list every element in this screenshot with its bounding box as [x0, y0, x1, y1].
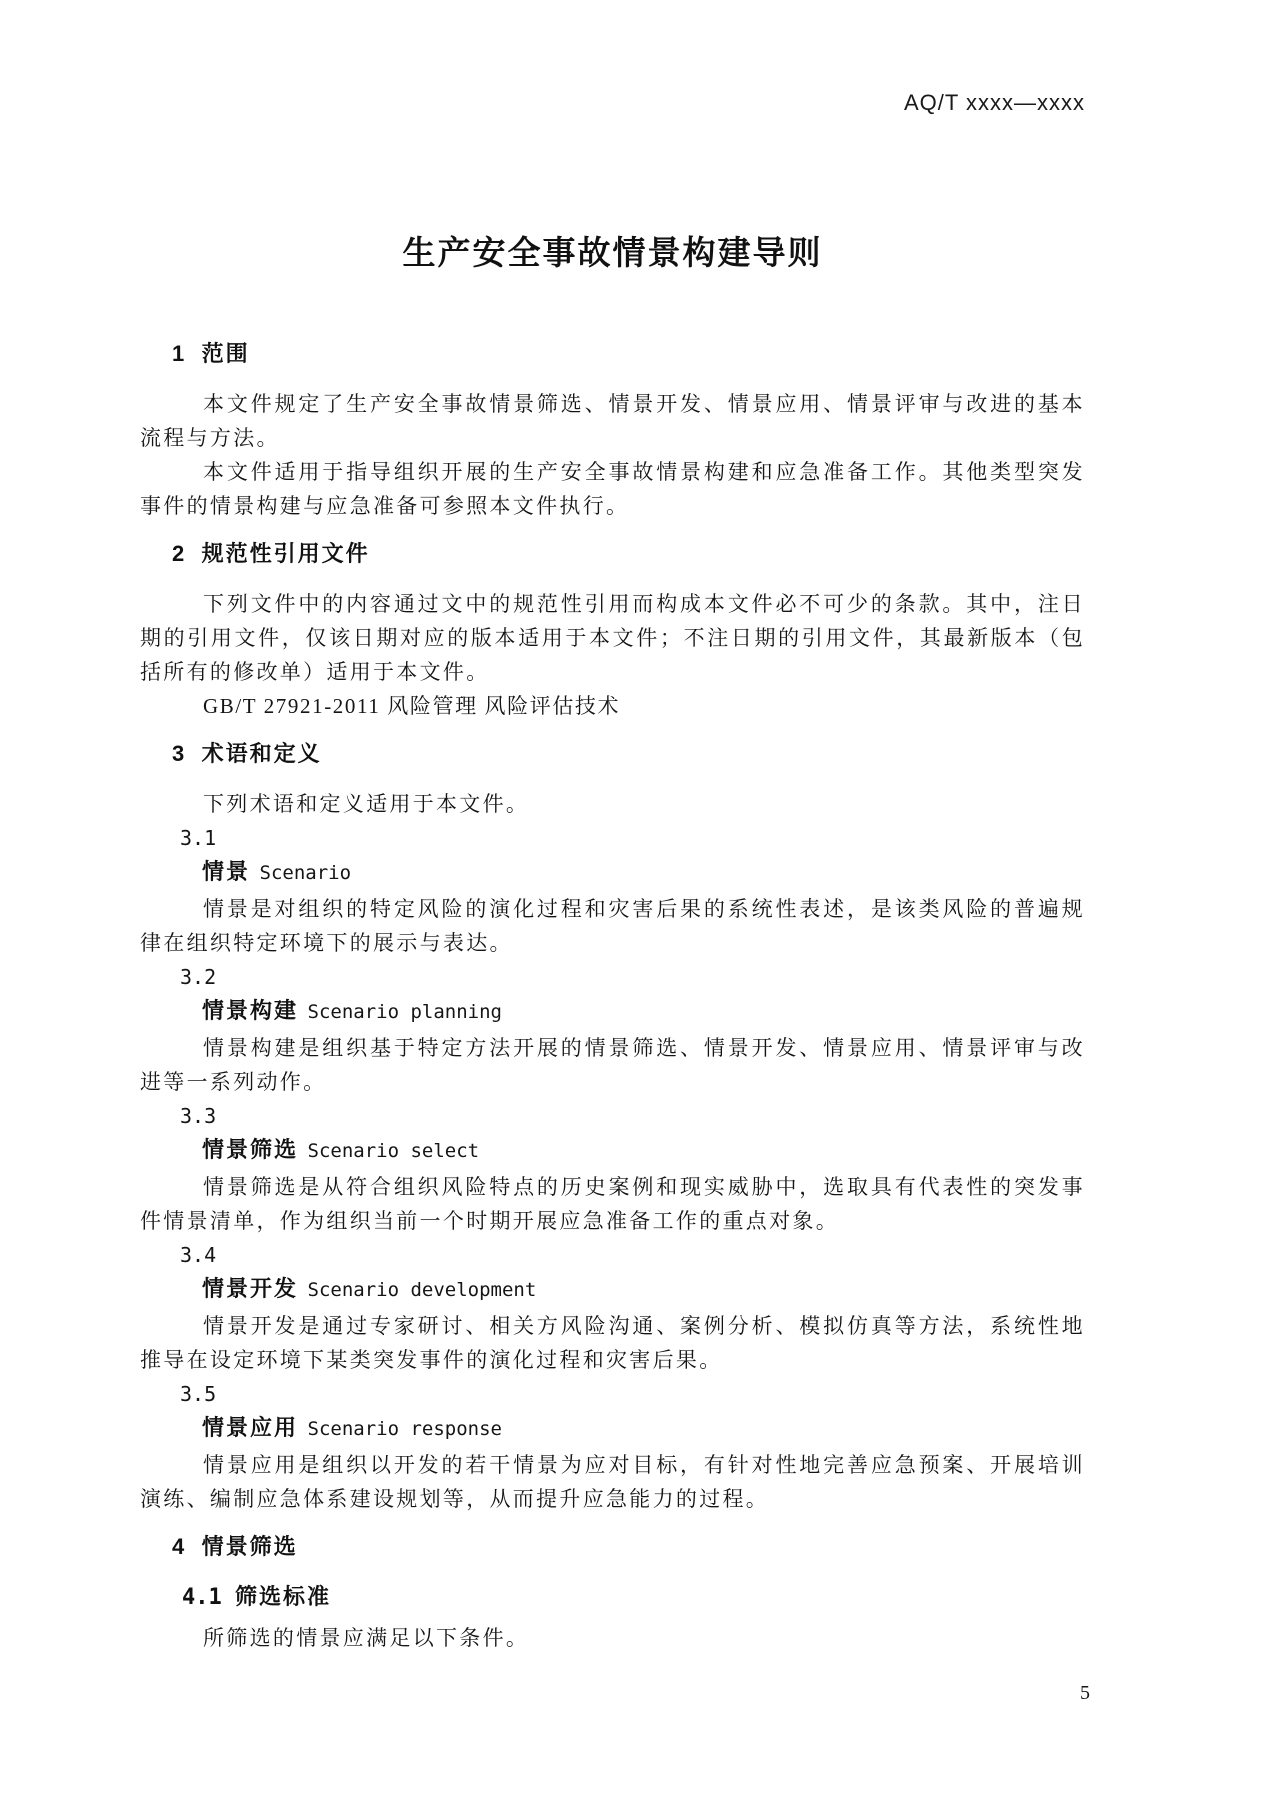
term-name-en: Scenario planning	[307, 1001, 502, 1023]
term-definition: 情景开发是通过专家研讨、相关方风险沟通、案例分析、模拟仿真等方法，系统性地推导在设定环境下某类突发事件的演化过程和灾害后果。	[140, 1314, 1085, 1372]
term-name-zh: 情景构建	[202, 998, 299, 1023]
section-title: 情景筛选	[201, 1534, 298, 1559]
section-number: 4	[172, 1534, 187, 1559]
section-3-heading	[140, 737, 1085, 771]
term-number: 3.1	[180, 826, 217, 850]
term-name-en: Scenario select	[307, 1140, 480, 1162]
term-name-en: Scenario development	[307, 1279, 537, 1301]
term-name	[140, 1133, 1085, 1170]
term-name-en: Scenario response	[307, 1418, 502, 1440]
paragraph: 本文件适用于指导组织开展的生产安全事故情景构建和应急准备工作。其他类型突发事件的情景构建与应急准备可参照本文件执行。	[140, 460, 1085, 518]
term-number: 3.3	[180, 1104, 217, 1128]
term-name	[140, 855, 1085, 892]
term-name-en: Scenario	[259, 862, 352, 884]
subsection-title: 筛选标准	[234, 1584, 331, 1609]
document-content	[140, 0, 1085, 1655]
document-title: 生产安全事故情景构建导则	[402, 234, 823, 271]
section-title: 范围	[201, 341, 250, 366]
section-number: 3	[172, 741, 187, 766]
term-name-zh: 情景应用	[202, 1415, 299, 1440]
paragraph: 所筛选的情景应满足以下条件。	[203, 1626, 530, 1650]
section-2-heading	[140, 537, 1085, 571]
paragraph: 下列术语和定义适用于本文件。	[203, 792, 530, 816]
section-1-heading	[140, 337, 1085, 371]
term-number: 3.4	[180, 1243, 217, 1267]
subsection-number: 4.1	[182, 1585, 222, 1610]
term-name-zh: 情景筛选	[202, 1137, 299, 1162]
standard-reference: AQ/T xxxx—xxxx	[903, 90, 1085, 115]
page-number: 5	[1080, 1682, 1090, 1704]
section-title: 术语和定义	[201, 741, 322, 766]
term-name-zh: 情景	[202, 859, 251, 884]
section-4-1-heading	[140, 1580, 1085, 1615]
section-number: 1	[172, 341, 187, 366]
section-title: 规范性引用文件	[201, 541, 370, 566]
term-name-zh: 情景开发	[202, 1276, 299, 1301]
term-number: 3.5	[180, 1382, 217, 1406]
term-number: 3.2	[180, 965, 217, 989]
term-definition: 情景应用是组织以开发的若干情景为应对目标，有针对性地完善应急预案、开展培训演练、编制应急体系建设规划等，从而提升应急能力的过程。	[140, 1453, 1085, 1511]
normative-reference: GB/T 27921-2011 风险管理 风险评估技术	[203, 694, 621, 718]
term-definition: 情景构建是组织基于特定方法开展的情景筛选、情景开发、情景应用、情景评审与改进等一系列动作。	[140, 1036, 1085, 1094]
paragraph: 本文件规定了生产安全事故情景筛选、情景开发、情景应用、情景评审与改进的基本流程与方法。	[140, 392, 1085, 450]
term-name	[140, 1272, 1085, 1309]
term-name	[140, 994, 1085, 1031]
section-number: 2	[172, 541, 187, 566]
term-name	[140, 1411, 1085, 1448]
term-definition: 情景是对组织的特定风险的演化过程和灾害后果的系统性表述，是该类风险的普遍规律在组织特定环境下的展示与表达。	[140, 897, 1085, 955]
term-definition: 情景筛选是从符合组织风险特点的历史案例和现实威胁中，选取具有代表性的突发事件情景清单，作为组织当前一个时期开展应急准备工作的重点对象。	[140, 1175, 1085, 1233]
section-4-heading	[140, 1530, 1085, 1564]
paragraph: 下列文件中的内容通过文中的规范性引用而构成本文件必不可少的条款。其中，注日期的引用文件，仅该日期对应的版本适用于本文件；不注日期的引用文件，其最新版本（包括所有的修改单）适用于本文件。	[140, 592, 1085, 684]
